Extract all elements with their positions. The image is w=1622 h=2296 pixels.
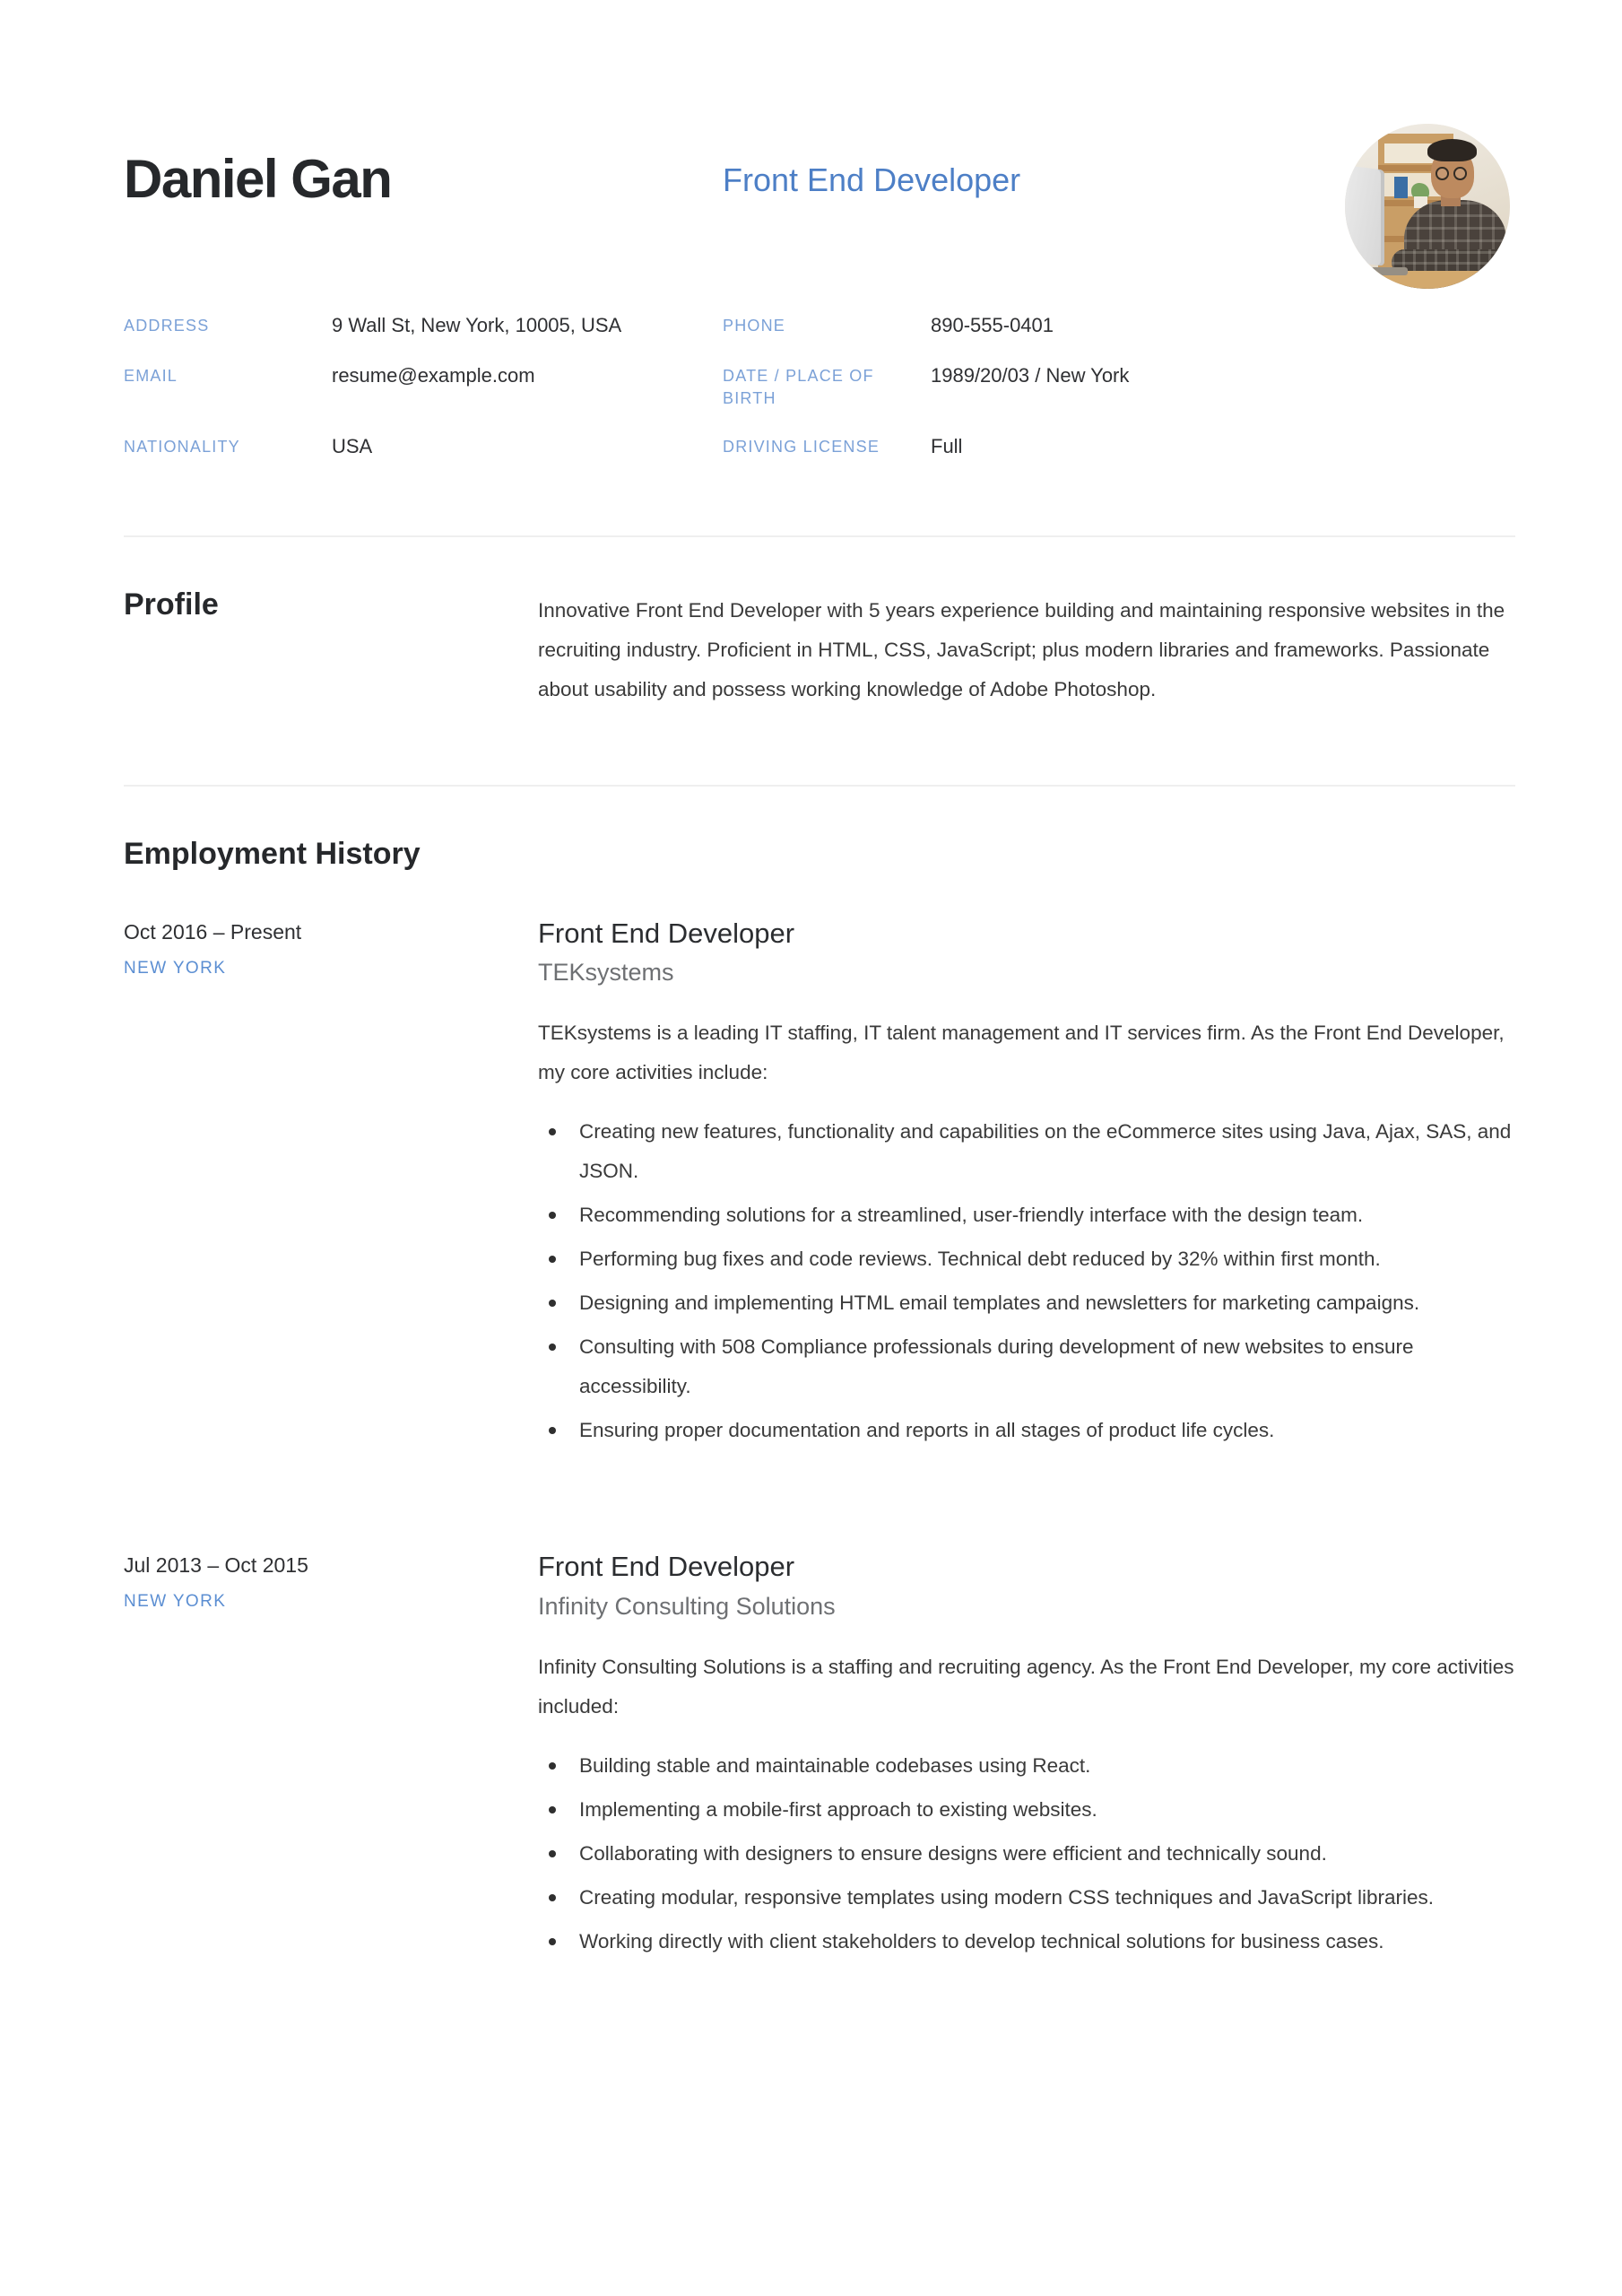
section-divider	[124, 535, 1515, 537]
resume-header	[124, 149, 1515, 209]
job-title: Front End Developer	[538, 1551, 795, 1583]
job-bullet-list	[538, 1746, 1515, 1961]
job-bullet: Working directly with client stakeholders to develop technical solutions for business cases.	[538, 1922, 1515, 1961]
photo-glasses-left	[1436, 167, 1449, 180]
contact-value-license: Full	[931, 435, 963, 458]
job-title: Front End Developer	[538, 917, 795, 949]
profile-heading: Profile	[124, 587, 219, 622]
job-bullet-list	[538, 1112, 1515, 1450]
contact-value-nationality: USA	[332, 435, 373, 458]
job-meta	[124, 920, 538, 1456]
contact-label-address: ADDRESS	[124, 317, 210, 335]
contact-label-email: EMAIL	[124, 366, 178, 385]
profile-text: Innovative Front End Developer with 5 years experience building and maintaining responsive websites in the recruiting industry. Proficient in HTML, CSS, JavaScript; plus modern libraries and frameworks. Passionate about usability and possess working knowledge of Adobe Photoshop.	[538, 598, 1505, 700]
job-dates: Oct 2016 – Present	[124, 919, 302, 944]
contact-value-birth: 1989/20/03 / New York	[931, 363, 1130, 387]
section-divider	[124, 785, 1515, 787]
contact-label-phone: PHONE	[723, 317, 786, 335]
job-bullet: Collaborating with designers to ensure designs were efficient and technically sound.	[538, 1834, 1515, 1874]
contact-label-license: DRIVING LICENSE	[723, 438, 880, 457]
job-bullet: Recommending solutions for a streamlined, user-friendly interface with the design team.	[538, 1196, 1515, 1235]
job-bullet: Creating modular, responsive templates using modern CSS techniques and JavaScript libraries.	[538, 1878, 1515, 1918]
job-company: Infinity Consulting Solutions	[538, 1592, 836, 1620]
job-location: NEW YORK	[124, 1592, 227, 1612]
job-dates: Jul 2013 – Oct 2015	[124, 1553, 308, 1578]
employment-heading: Employment History	[124, 836, 421, 871]
photo-monitor	[1345, 163, 1384, 265]
photo-desk	[1345, 271, 1510, 289]
profile-photo	[1345, 124, 1510, 289]
job-bullet: Implementing a mobile-first approach to existing websites.	[538, 1790, 1515, 1830]
job-bullet: Ensuring proper documentation and reports in all stages of product life cycles.	[538, 1411, 1515, 1450]
photo-glasses-right	[1453, 167, 1467, 180]
contact-section	[124, 312, 1515, 460]
job-entry-teksystems	[124, 917, 1515, 1456]
contact-value-email: resume@example.com	[332, 363, 535, 387]
profile-section	[124, 587, 1515, 709]
job-intro: TEKsystems is a leading IT staffing, IT talent management and IT services firm. As the Front End Developer, my core activities include:	[538, 1022, 1505, 1084]
person-role: Front End Developer	[723, 161, 1021, 198]
job-meta	[124, 1553, 538, 1966]
contact-label-birth: DATE / PLACE OF BIRTH	[723, 366, 874, 407]
employment-section	[124, 837, 1515, 1966]
job-bullet: Designing and implementing HTML email templates and newsletters for marketing campaigns.	[538, 1283, 1515, 1323]
contact-value-phone: 890-555-0401	[931, 314, 1054, 336]
job-bullet: Consulting with 508 Compliance professionals during development of new websites to ensure accessibility.	[538, 1327, 1515, 1406]
job-entry-infinity	[124, 1553, 1515, 1966]
job-bullet: Creating new features, functionality and capabilities on the eCommerce sites using Java, Ajax, SAS, and JSON.	[538, 1112, 1515, 1191]
job-intro: Infinity Consulting Solutions is a staffing and recruiting agency. As the Front End Developer, my core activities included:	[538, 1656, 1514, 1718]
job-bullet: Building stable and maintainable codebases using React.	[538, 1746, 1515, 1786]
job-company: TEKsystems	[538, 959, 674, 987]
contact-value-address: 9 Wall St, New York, 10005, USA	[332, 314, 622, 336]
contact-label-nationality: NATIONALITY	[124, 438, 240, 457]
job-bullet: Performing bug fixes and code reviews. Technical debt reduced by 32% within first month.	[538, 1239, 1515, 1279]
photo-person-hair	[1427, 139, 1477, 162]
photo-binder	[1394, 177, 1408, 198]
job-body	[538, 1553, 1515, 1966]
job-location: NEW YORK	[124, 958, 227, 978]
photo-keyboard	[1371, 267, 1407, 275]
job-body	[538, 917, 1515, 1456]
person-name: Daniel Gan	[124, 149, 392, 209]
